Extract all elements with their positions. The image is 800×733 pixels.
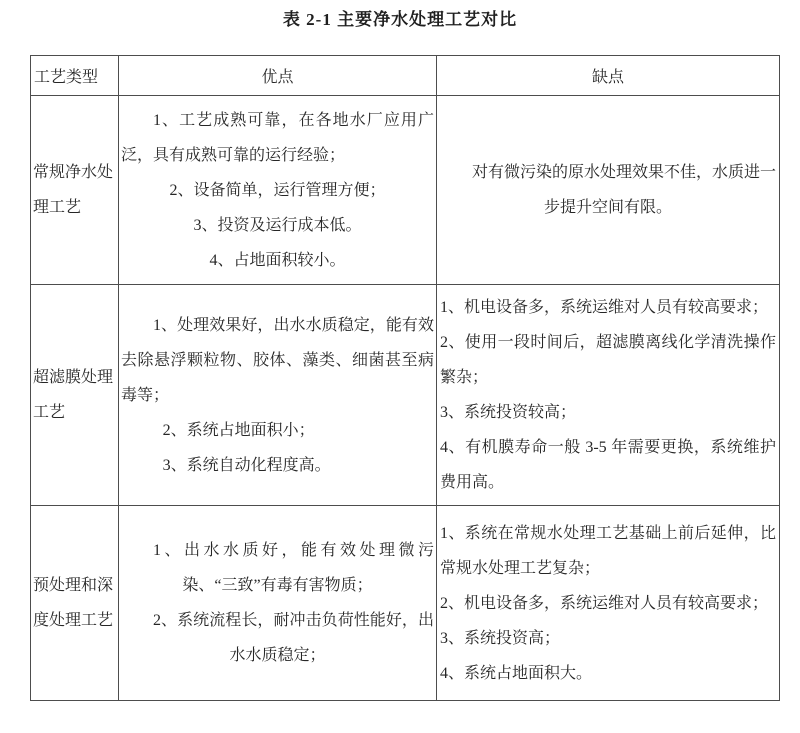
advantage-item: 1、处理效果好，出水水质稳定，能有效去除悬浮颗粒物、胶体、藻类、细菌甚至病毒等； — [121, 316, 434, 404]
document-page — [0, 8, 800, 701]
process-comparison-table — [30, 55, 780, 701]
disadvantage-item: 1、机电设备多，系统运维对人员有较高要求； — [440, 299, 769, 316]
advantage-item: 2、系统占地面积小； — [162, 421, 315, 439]
table-row-conventional-process — [31, 96, 780, 285]
table-caption: 表 2-1 主要净水处理工艺对比 — [282, 10, 518, 29]
disadvantage-item: 2、机电设备多，系统运维对人员有较高要求； — [440, 594, 769, 612]
process-type-cell: 常规净水处理工艺 — [31, 96, 119, 285]
disadvantage-item: 3、系统投资高； — [440, 629, 561, 647]
advantages-cell — [119, 506, 437, 701]
advantage-item: 3、投资及运行成本低。 — [193, 216, 362, 234]
disadvantages-cell — [437, 96, 780, 285]
header-row — [31, 56, 780, 96]
advantage-item: 1、工艺成熟可靠，在各地水厂应用广泛，具有成熟可靠的运行经验； — [121, 111, 434, 164]
disadvantage-item: 1、系统在常规水处理工艺基础上前后延伸，比常规水处理工艺复杂； — [440, 524, 776, 577]
column-header-disadvantages: 缺点 — [437, 56, 780, 96]
disadvantage-item: 4、系统占地面积大。 — [440, 664, 593, 682]
column-header-advantages: 优点 — [119, 56, 437, 96]
advantage-item: 4、占地面积较小。 — [209, 251, 346, 269]
disadvantage-item: 2、使用一段时间后，超滤膜离线化学清洗操作繁杂； — [440, 334, 776, 386]
advantage-item: 2、系统流程长，耐冲击负荷性能好，出水水质稳定； — [153, 612, 434, 664]
table-row-ultrafiltration-process — [31, 285, 780, 506]
advantage-item: 3、系统自动化程度高。 — [162, 456, 331, 474]
disadvantage-item: 4、有机膜寿命一般 3-5 年需要更换，系统维护费用高。 — [440, 439, 776, 491]
advantage-item: 1、出水水质好，能有效处理微污染、“三致”有毒有害物质； — [153, 542, 434, 594]
column-header-process-type: 工艺类型 — [31, 56, 119, 96]
disadvantage-item: 对有微污染的原水处理效果不佳，水质进一步提升空间有限。 — [472, 164, 777, 216]
advantages-cell — [119, 285, 437, 506]
advantages-cell — [119, 96, 437, 285]
process-type-cell: 超滤膜处理工艺 — [31, 285, 119, 506]
disadvantages-cell — [437, 285, 780, 506]
disadvantage-item: 3、系统投资较高； — [440, 404, 577, 421]
process-type-cell: 预处理和深度处理工艺 — [31, 506, 119, 701]
advantage-item: 2、设备简单，运行管理方便； — [169, 181, 386, 199]
table-row-pretreatment-advanced-process — [31, 506, 780, 701]
disadvantages-cell — [437, 506, 780, 701]
